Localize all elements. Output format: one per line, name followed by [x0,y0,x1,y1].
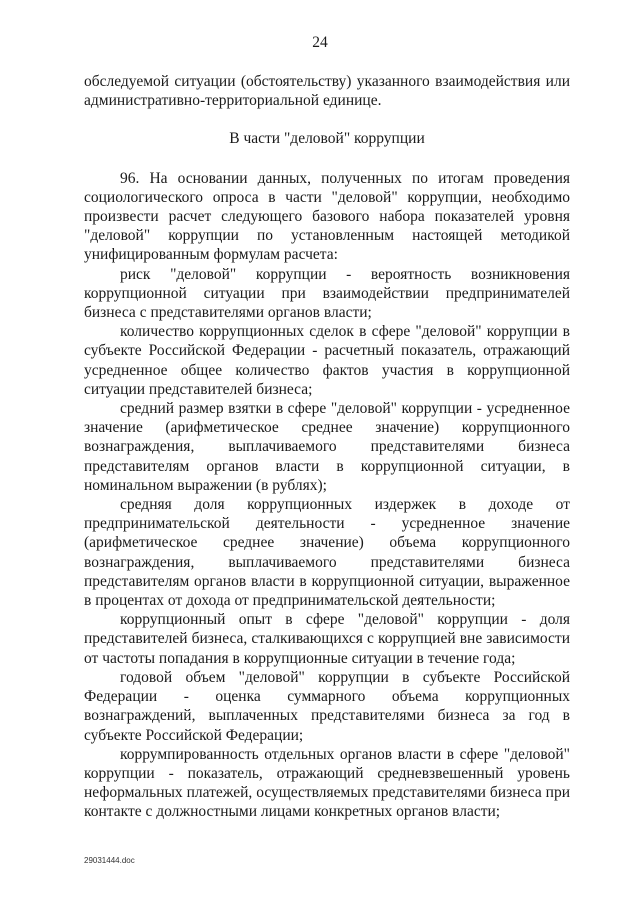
paragraph-authority-corruption: коррумпированность отдельных органов власти в сфере "деловой" коррупции - показатель, отражающий средневзвешенный уровень неформальных платежей, осуществляемых представителями бизнеса при контакте с должностными лицами конкретных органов власти; [84,745,570,821]
paragraph-deal-count: количество коррупционных сделок в сфере "деловой" коррупции в субъекте Российской Федерации - расчетный показатель, отражающий усредненное общее количество фактов участия в коррупционной ситуации представителей бизнеса; [84,323,570,398]
section-heading: В части "деловой" коррупции [229,130,425,148]
paragraph-risk: риск "деловой" коррупции - вероятность возникновения коррупционной ситуации при взаимодействии предпринимателей бизнеса с представителями органов власти; [84,265,570,322]
paragraph-corruption-experience: коррупционный опыт в сфере "деловой" коррупции - доля представителей бизнеса, сталкивающихся с коррупцией вне зависимости от частоты попадания в коррупционные ситуации в течение года; [84,611,570,667]
paragraph-average-bribe: средний размер взятки в сфере "деловой" коррупции - усредненное значение (арифметическое среднее значение) коррупционного вознаграждения, выплачиваемого представителями бизнеса представителям органов власти в коррупционной ситуации, в номинальном выражении (в рублях); [84,400,570,494]
paragraph-annual-volume: годовой объем "деловой" коррупции в субъекте Российской Федерации - оценка суммарного объема коррупционных вознаграждений, выплаченных представителями бизнеса за год в субъекте Российской Федерации; [84,668,570,744]
paragraph-continuation: обследуемой ситуации (обстоятельству) указанного взаимодействия или административно-территориальной единице. [84,73,570,110]
document-body [84,72,570,822]
paragraph-cost-share: средняя доля коррупционных издержек в доходе от предпринимательской деятельности - усредненное значение (арифметическое среднее значение) объема коррупционного вознаграждения, выплачиваемого представителями бизнеса представителям органов власти в коррупционной ситуации, выраженное в процентах от дохода от предпринимательской деятельности; [84,496,570,610]
page-number: 24 [312,34,328,51]
footer-filename: 29031444.doc [84,856,135,865]
paragraph-96: 96. На основании данных, полученных по итогам проведения социологического опроса в части "деловой" коррупции, необходимо произвести расчет следующего базового набора показателей уровня "деловой" коррупции по установленным настоящей методикой унифицированным формулам расчета: [84,169,570,264]
